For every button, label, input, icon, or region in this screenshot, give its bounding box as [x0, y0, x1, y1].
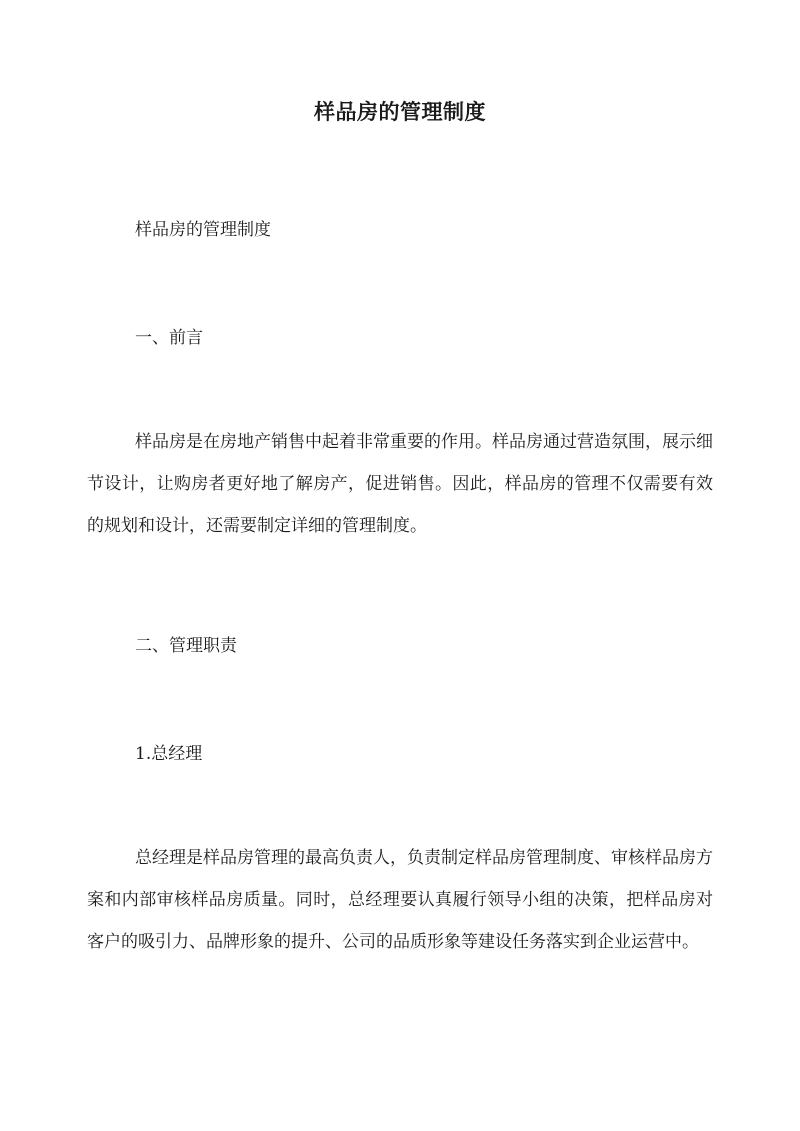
section-heading-duties: 二、管理职责: [135, 636, 237, 656]
section-heading-preface: 一、前言: [135, 328, 203, 348]
item-heading-general-manager: 1.总经理: [135, 744, 203, 764]
general-manager-paragraph: 总经理是样品房管理的最高负责人，负责制定样品房管理制度、审核样品房方案和内部审核样品房质量。同时，总经理要认真履行领导小组的决策，把样品房对客户的吸引力、品牌形象的提升、公司的品质形象等建设任务落实到企业运营中。: [87, 848, 713, 952]
document-subtitle: 样品房的管理制度: [135, 220, 271, 240]
document-title: 样品房的管理制度: [314, 99, 486, 124]
preface-paragraph: 样品房是在房地产销售中起着非常重要的作用。样品房通过营造氛围，展示细节设计，让购房者更好地了解房产，促进销售。因此，样品房的管理不仅需要有效的规划和设计，还需要制定详细的管理制度。: [87, 432, 713, 536]
